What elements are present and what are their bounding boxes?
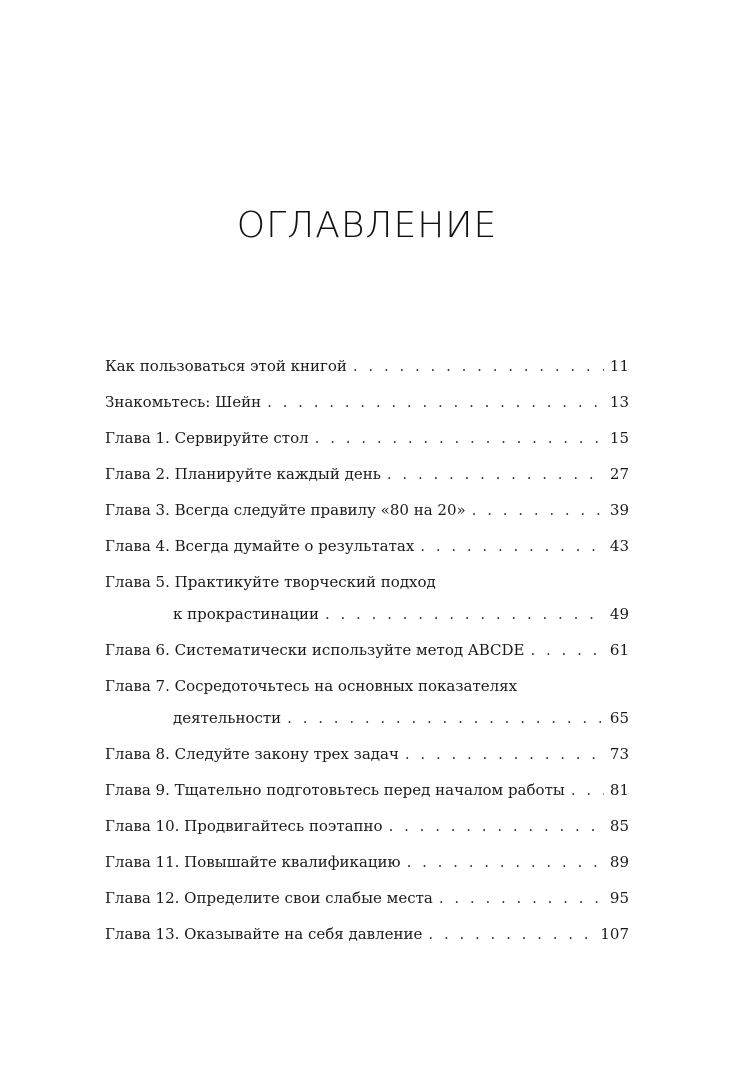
toc-entry-title: Знакомьтесь: Шейн (105, 393, 262, 411)
toc-page-number: 11 (609, 357, 629, 375)
toc-entry-title: Глава 2. Планируйте каждый день (105, 465, 381, 483)
table-of-contents (105, 356, 629, 960)
toc-entry (105, 428, 629, 448)
toc-entry-title-continuation: к прокрастинации (173, 605, 319, 623)
toc-page-number: 27 (609, 465, 629, 483)
dot-leader (387, 464, 604, 484)
toc-entry (105, 780, 629, 800)
toc-entry-title: Глава 7. Сосредоточьтесь на основных показателях (105, 677, 518, 695)
toc-page-number: 61 (609, 641, 629, 659)
dot-leader (325, 604, 604, 624)
toc-entry (105, 464, 629, 484)
toc-page-number: 107 (600, 925, 629, 943)
toc-page-number: 15 (609, 429, 629, 447)
toc-entry (105, 744, 629, 764)
dot-leader (472, 500, 604, 520)
toc-entry (105, 500, 629, 520)
dot-leader (407, 852, 604, 872)
toc-page-number: 85 (609, 817, 629, 835)
toc-page-number: 43 (609, 537, 629, 555)
toc-entry-title: Глава 4. Всегда думайте о результатах (105, 537, 415, 555)
dot-leader (389, 816, 604, 836)
toc-entry-title: Глава 13. Оказывайте на себя давление (105, 925, 423, 943)
toc-page-number: 95 (609, 889, 629, 907)
toc-entry (105, 640, 629, 660)
toc-entry-title: Глава 11. Повышайте квалификацию (105, 853, 401, 871)
toc-page-number: 49 (609, 605, 629, 623)
toc-entry-title: Как пользоваться этой книгой (105, 357, 347, 375)
toc-entry (105, 676, 629, 728)
toc-page-number: 39 (609, 501, 629, 519)
toc-entry-title: Глава 10. Продвигайтесь поэтапно (105, 817, 383, 835)
dot-leader (315, 428, 604, 448)
toc-page-number: 73 (609, 745, 629, 763)
dot-leader (420, 536, 604, 556)
toc-entry-title: Глава 5. Практикуйте творческий подход (105, 573, 436, 591)
toc-entry-title-continuation: деятельности (173, 709, 282, 727)
toc-entry (105, 852, 629, 872)
toc-entry-title: Глава 12. Определите свои слабые места (105, 889, 433, 907)
toc-entry-title: Глава 3. Всегда следуйте правилу «80 на 20» (105, 501, 466, 519)
toc-page-number: 65 (609, 709, 629, 727)
dot-leader (571, 780, 604, 800)
toc-page-number: 13 (609, 393, 629, 411)
toc-entry-title: Глава 8. Следуйте закону трех задач (105, 745, 399, 763)
dot-leader (439, 888, 604, 908)
dot-leader (353, 356, 604, 376)
toc-page-number: 81 (609, 781, 629, 799)
dot-leader (287, 708, 604, 728)
toc-page-number: 89 (609, 853, 629, 871)
dot-leader (405, 744, 604, 764)
toc-entry (105, 392, 629, 412)
toc-entry-title: Глава 1. Сервируйте стол (105, 429, 309, 447)
dot-leader (267, 392, 604, 412)
page-title: ОГЛАВЛЕНИЕ (236, 205, 498, 246)
toc-entry-title: Глава 9. Тщательно подготовьтесь перед началом работы (105, 781, 565, 799)
dot-leader (428, 924, 594, 944)
toc-entry-title: Глава 6. Систематически используйте метод ABCDE (105, 641, 525, 659)
toc-entry (105, 924, 629, 944)
toc-entry (105, 888, 629, 908)
toc-entry (105, 816, 629, 836)
toc-entry (105, 536, 629, 556)
dot-leader (530, 640, 603, 660)
toc-entry (105, 356, 629, 376)
toc-entry (105, 572, 629, 624)
